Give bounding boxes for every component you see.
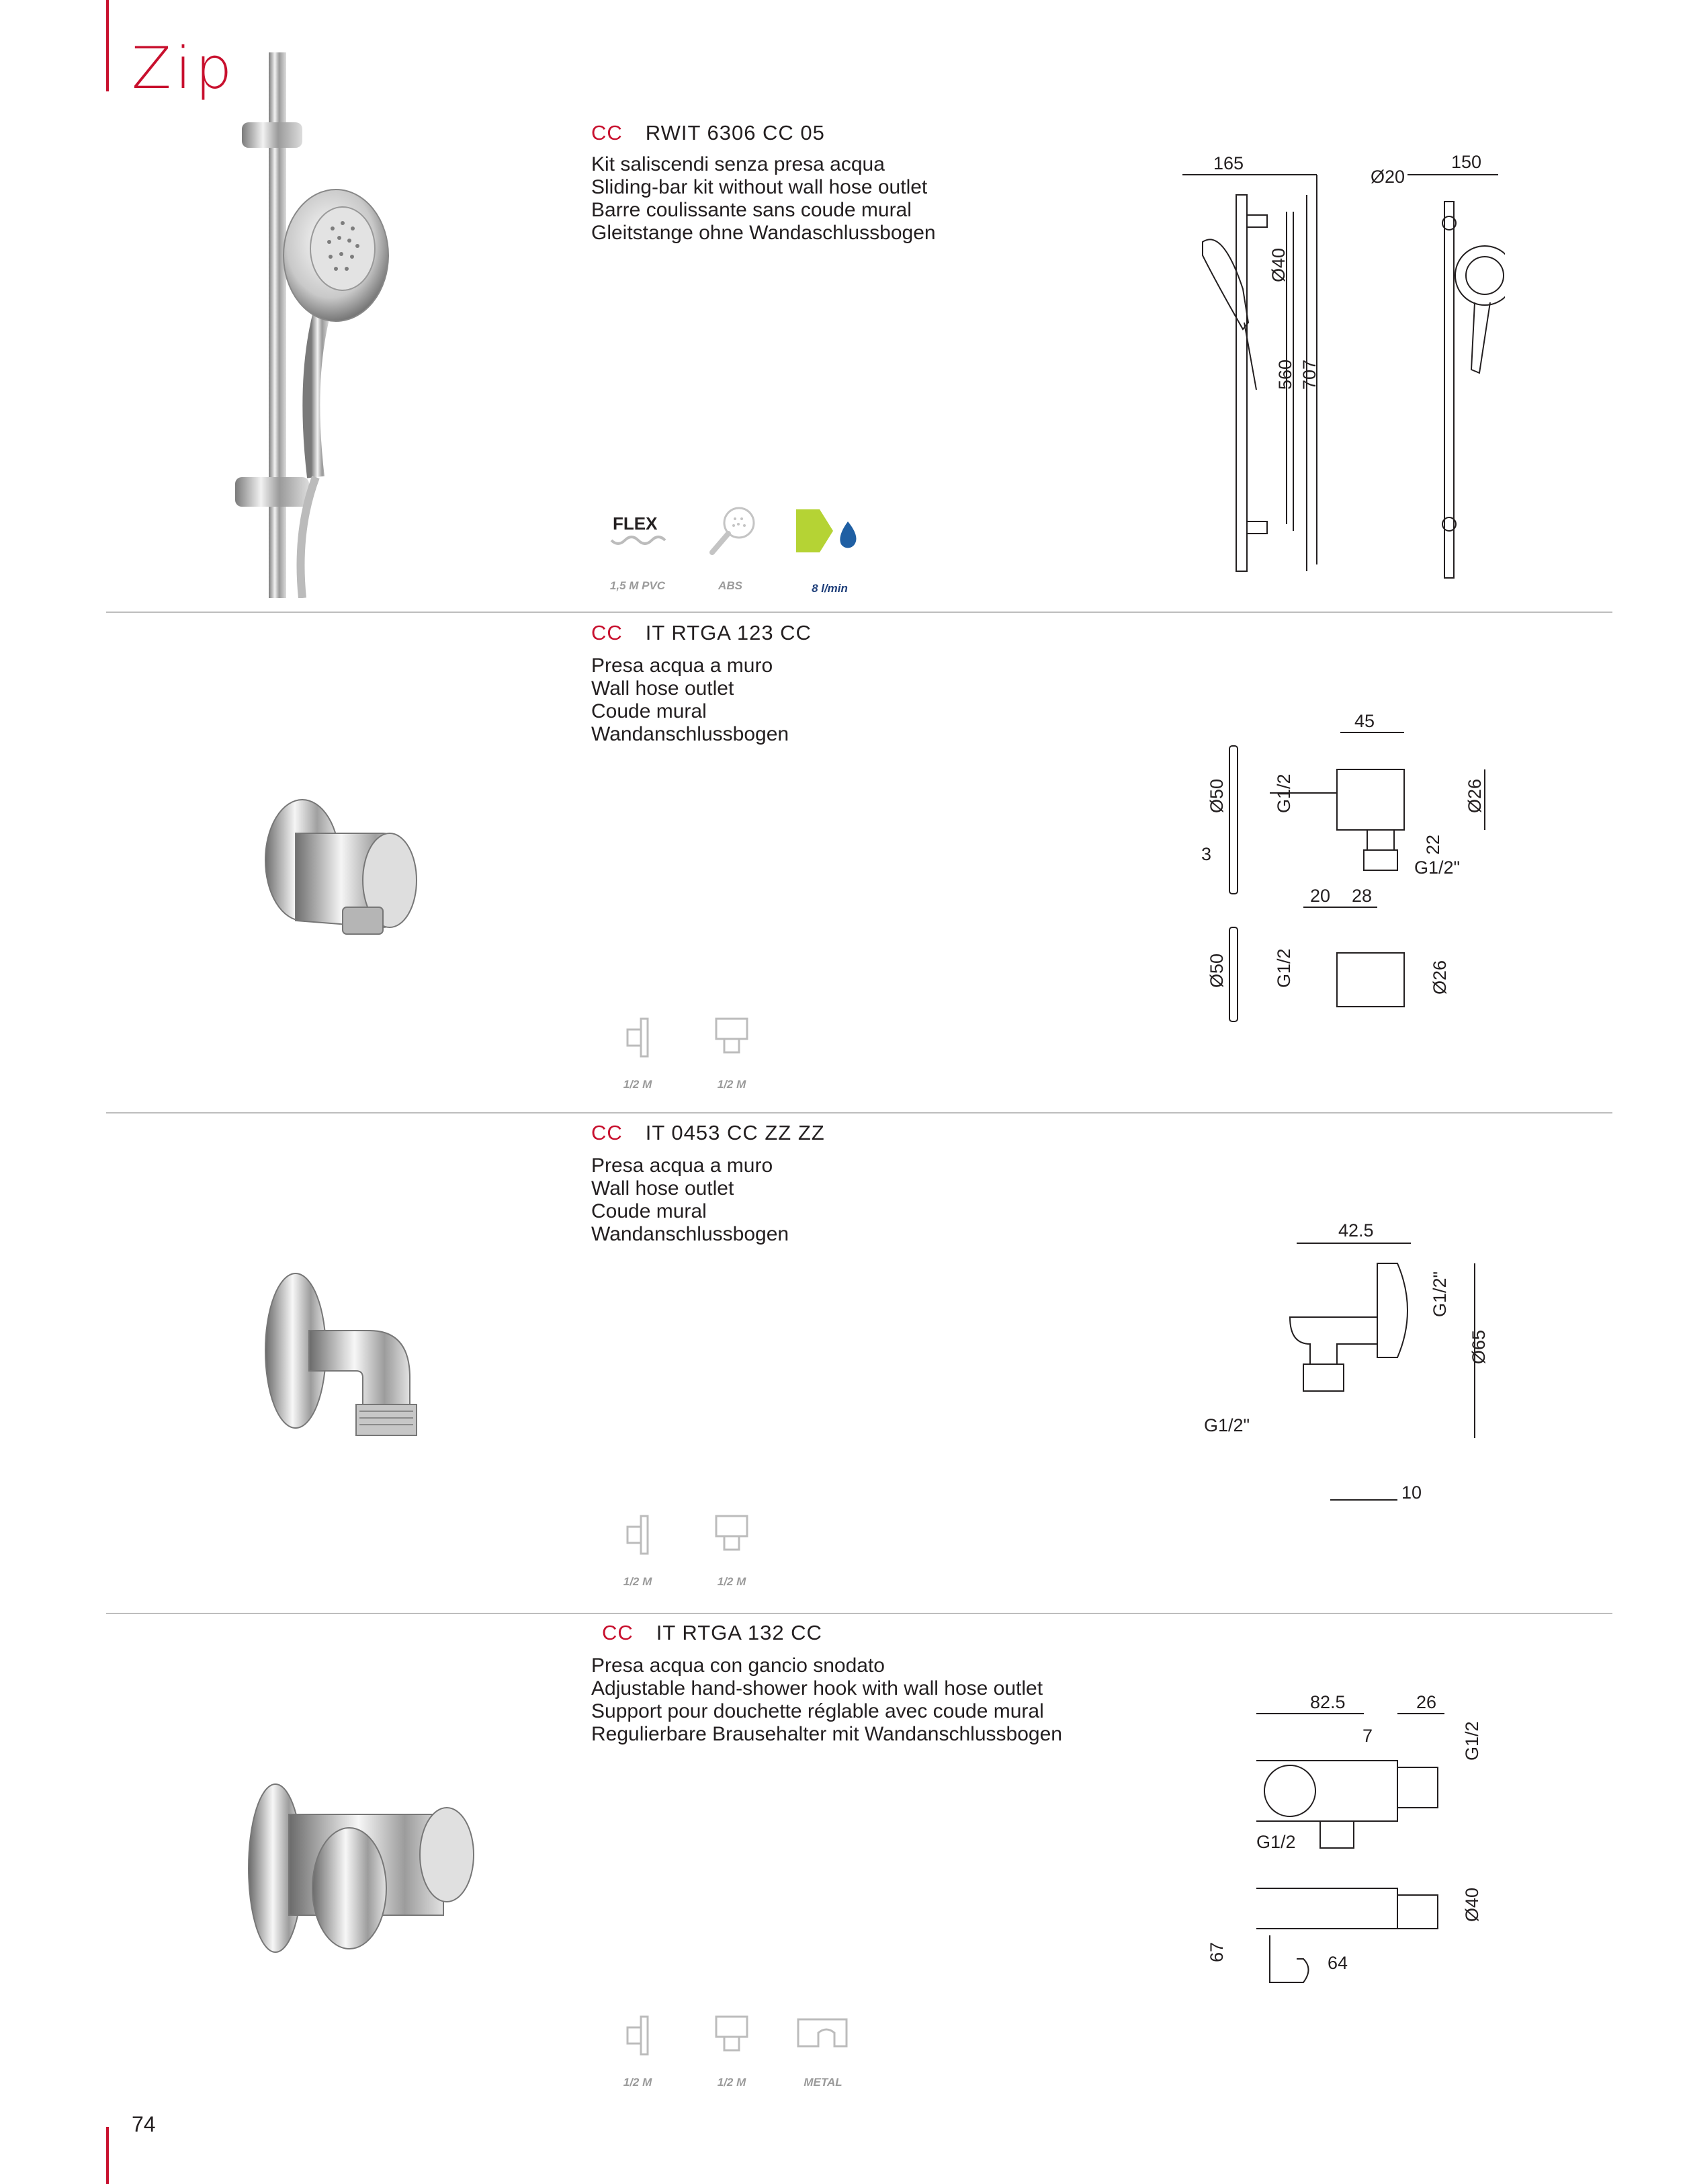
desc-de: Gleitstange ohne Wandaschlussbogen <box>591 222 936 244</box>
dim-inlet-thread: G1/2" <box>1430 1271 1450 1317</box>
product-photo-outlet-with-hook <box>242 1774 477 1962</box>
dim-thread: G1/2 <box>1274 773 1294 813</box>
dim-rosette-diameter: Ø50 <box>1207 778 1227 813</box>
technical-drawing-wall-outlet-123 <box>1196 706 1498 1028</box>
product-code <box>591 1121 825 1145</box>
dim-body-diameter-side: Ø26 <box>1430 960 1450 995</box>
desc-fr: Support pour douchette réglable avec coude mural <box>591 1700 1044 1722</box>
dim-body-diameter: Ø26 <box>1465 778 1485 813</box>
flow-rate-icon <box>793 505 867 559</box>
section-divider <box>106 1112 1612 1114</box>
dim-offset-a: 20 <box>1310 886 1331 906</box>
technical-drawing-outlet-with-hook <box>1203 1693 1505 1996</box>
product-description <box>591 1154 789 1246</box>
product-description <box>591 153 936 245</box>
page-number: 74 <box>132 2112 156 2136</box>
dim-outlet-thread: G1/2 <box>1256 1832 1296 1852</box>
dim-length: 82.5 <box>1310 1693 1346 1712</box>
feature-icons <box>591 1505 793 1599</box>
section-divider <box>106 612 1612 613</box>
desc-en: Wall hose outlet <box>591 1177 734 1200</box>
dim-hook-depth: 26 <box>1416 1693 1437 1712</box>
dim-outlet-thread: G1/2" <box>1204 1415 1250 1435</box>
dim-rosette-thickness: 10 <box>1401 1482 1422 1503</box>
icon-caption: 1/2 M <box>717 1078 746 1091</box>
product-code <box>602 1621 822 1645</box>
dim-body-diameter: Ø40 <box>1462 1887 1482 1922</box>
page-number-accent-bar <box>106 2127 109 2184</box>
desc-fr: Coude mural <box>591 700 707 722</box>
hand-shower-icon <box>705 504 759 558</box>
icon-caption: 1/2 M <box>717 1575 746 1588</box>
desc-de: Wandanschlussbogen <box>591 723 789 745</box>
desc-fr: Barre coulissante sans coude mural <box>591 199 912 221</box>
dim-bar-tube: Ø20 <box>1371 167 1405 187</box>
page-title: Zip <box>132 35 236 102</box>
desc-fr: Coude mural <box>591 1200 707 1222</box>
dim-offset: 7 <box>1362 1726 1373 1746</box>
dim-thread-side: G1/2 <box>1274 948 1294 988</box>
icon-caption: ABS <box>718 579 742 592</box>
male-thread-down-icon <box>709 1015 756 1062</box>
dim-width: 165 <box>1213 153 1244 173</box>
finish-prefix: CC <box>602 1621 634 1644</box>
technical-drawing-wall-outlet-0453 <box>1196 1210 1505 1519</box>
dim-outlet-height: 22 <box>1423 834 1443 855</box>
desc-it: Presa acqua con gancio snodato <box>591 1654 885 1677</box>
icon-caption: 1,5 M PVC <box>609 579 666 592</box>
dim-height: 67 <box>1207 1941 1227 1962</box>
male-thread-icon <box>618 2013 658 2060</box>
title-accent-bar <box>106 0 109 91</box>
dim-offset-b: 28 <box>1352 886 1373 906</box>
product-code-text: IT RTGA 123 CC <box>645 621 812 644</box>
desc-it: Kit saliscendi senza presa acqua <box>591 153 885 175</box>
dim-total-height: 707 <box>1299 359 1319 390</box>
desc-de: Wandanschlussbogen <box>591 1223 789 1245</box>
desc-it: Presa acqua a muro <box>591 655 773 677</box>
product-photo-wall-outlet-round <box>255 793 430 941</box>
icon-caption: 1/2 M <box>623 1575 652 1588</box>
product-code-text: IT RTGA 132 CC <box>656 1621 822 1644</box>
dim-rosette-diameter: Ø65 <box>1469 1329 1489 1364</box>
product-description <box>591 655 789 746</box>
icon-caption: 8 l/min <box>812 582 848 595</box>
finish-prefix: CC <box>591 621 623 644</box>
product-code-text: IT 0453 CC ZZ ZZ <box>645 1121 825 1144</box>
dim-bracket-spacing: 560 <box>1275 359 1295 390</box>
technical-drawing-sliding-bar <box>1169 148 1505 585</box>
dim-rosette-diameter-side: Ø50 <box>1207 953 1227 988</box>
desc-en: Sliding-bar kit without wall hose outlet <box>591 176 928 198</box>
product-code-text: RWIT 6306 CC 05 <box>645 121 825 144</box>
feature-icons <box>591 2006 873 2100</box>
feature-icons <box>591 1008 793 1102</box>
desc-de: Regulierbare Brausehalter mit Wandanschlussbogen <box>591 1723 1062 1745</box>
product-code <box>591 121 825 145</box>
male-thread-icon <box>618 1015 658 1062</box>
product-code <box>591 621 812 645</box>
finish-prefix: CC <box>591 121 623 144</box>
flex-hose-icon <box>605 511 672 551</box>
icon-caption: 1/2 M <box>623 1078 652 1091</box>
icon-caption: 1/2 M <box>717 2076 746 2089</box>
dim-bar-diameter: Ø40 <box>1268 247 1289 282</box>
product-photo-sliding-bar-kit <box>215 47 390 598</box>
dim-outlet-thread: G1/2" <box>1414 857 1461 878</box>
male-thread-down-icon <box>709 1512 756 1559</box>
dim-inlet-thread: G1/2 <box>1462 1721 1482 1761</box>
product-description <box>591 1654 1062 1746</box>
product-photo-wall-outlet-elbow <box>255 1270 430 1445</box>
flex-label: FLEX <box>613 513 658 534</box>
finish-prefix: CC <box>591 1121 623 1144</box>
desc-it: Presa acqua a muro <box>591 1154 773 1177</box>
male-thread-down-icon <box>709 2013 756 2060</box>
male-thread-icon <box>618 1512 658 1559</box>
dim-length: 45 <box>1354 711 1375 731</box>
icon-caption: METAL <box>804 2076 842 2089</box>
icon-caption: 1/2 M <box>623 2076 652 2089</box>
dim-rosette-thickness: 3 <box>1201 844 1212 864</box>
metal-hook-icon <box>793 2013 853 2060</box>
dim-length: 42.5 <box>1338 1220 1374 1241</box>
dim-head-depth: 150 <box>1451 152 1482 172</box>
dim-hook-width: 64 <box>1328 1953 1348 1973</box>
desc-en: Adjustable hand-shower hook with wall hose outlet <box>591 1677 1043 1699</box>
section-divider <box>106 1613 1612 1614</box>
desc-en: Wall hose outlet <box>591 677 734 700</box>
feature-icons <box>591 504 873 598</box>
